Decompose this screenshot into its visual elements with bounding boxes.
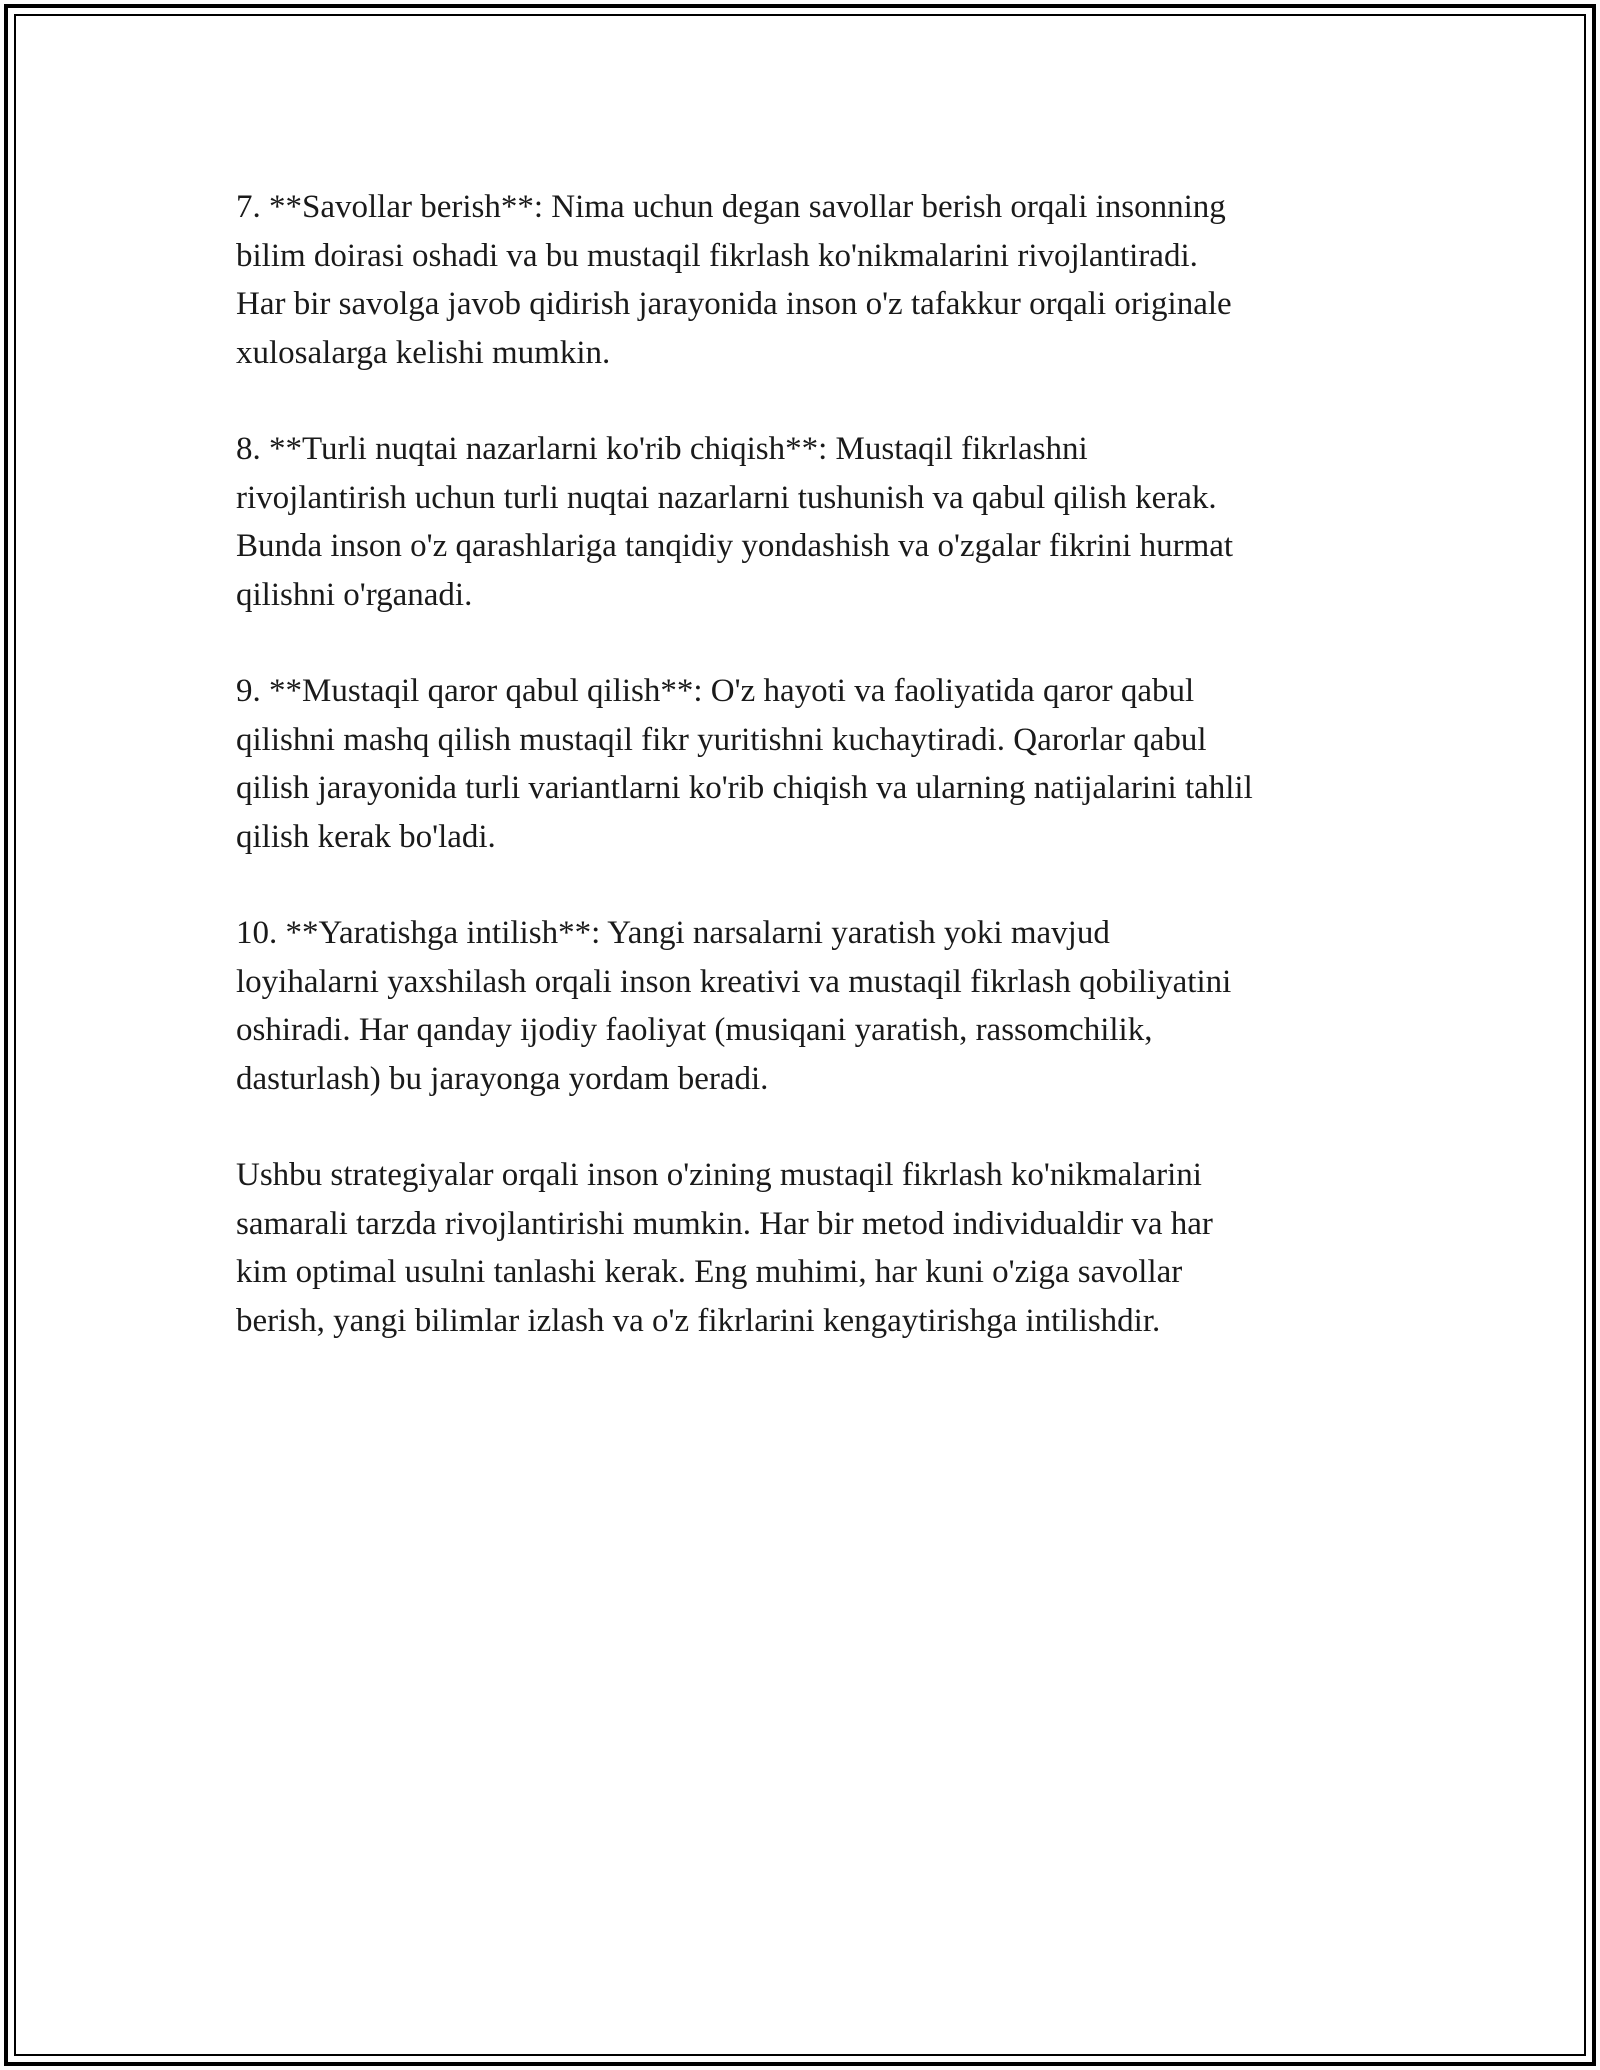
document-body [236, 183, 1376, 1393]
paragraph-yaratishga-intilish: 10. **Yaratishga intilish**: Yangi narsalarni yaratish yoki mavjud loyihalarni yaxshilash orqali inson kreativi va mustaqil fikrlash qobiliyatini oshiradi. Har qanday ijodiy faoliyat (musiqani yaratish, rassomchilik, dasturlash) bu jarayonga yordam beradi. [236, 915, 1232, 1097]
paragraph-mustaqil-qaror: 9. **Mustaqil qaror qabul qilish**: O'z hayoti va faoliyatida qaror qabul qilishni mashq qilish mustaqil fikr yuritishni kuchaytiradi. Qarorlar qabul qilish jarayonida turli variantlarni ko'rib chiqish va ularning natijalarini tahlil qilish kerak bo'ladi. [236, 673, 1253, 855]
paragraph-savollar-berish: 7. **Savollar berish**: Nima uchun degan savollar berish orqali insonning bilim doirasi oshadi va bu mustaqil fikrlash ko'nikmalarini rivojlantiradi. Har bir savolga javob qidirish jarayonida inson o'z tafakkur orqali originale xulosalarga kelishi mumkin. [236, 189, 1232, 371]
paragraph-conclusion: Ushbu strategiyalar orqali inson o'zining mustaqil fikrlash ko'nikmalarini samarali tarzda rivojlantirishi mumkin. Har bir metod individualdir va har kim optimal usulni tanlashi kerak. Eng muhimi, har kuni o'ziga savollar berish, yangi bilimlar izlash va o'z fikrlarini kengaytirishga intilishdir. [236, 1157, 1213, 1339]
paragraph-nuqtai-nazarlar: 8. **Turli nuqtai nazarlarni ko'rib chiqish**: Mustaqil fikrlashni rivojlantirish uchun turli nuqtai nazarlarni tushunish va qabul qilish kerak. Bunda inson o'z qarashlariga tanqidiy yondashish va o'zgalar fikrini hurmat qilishni o'rganadi. [236, 431, 1234, 613]
